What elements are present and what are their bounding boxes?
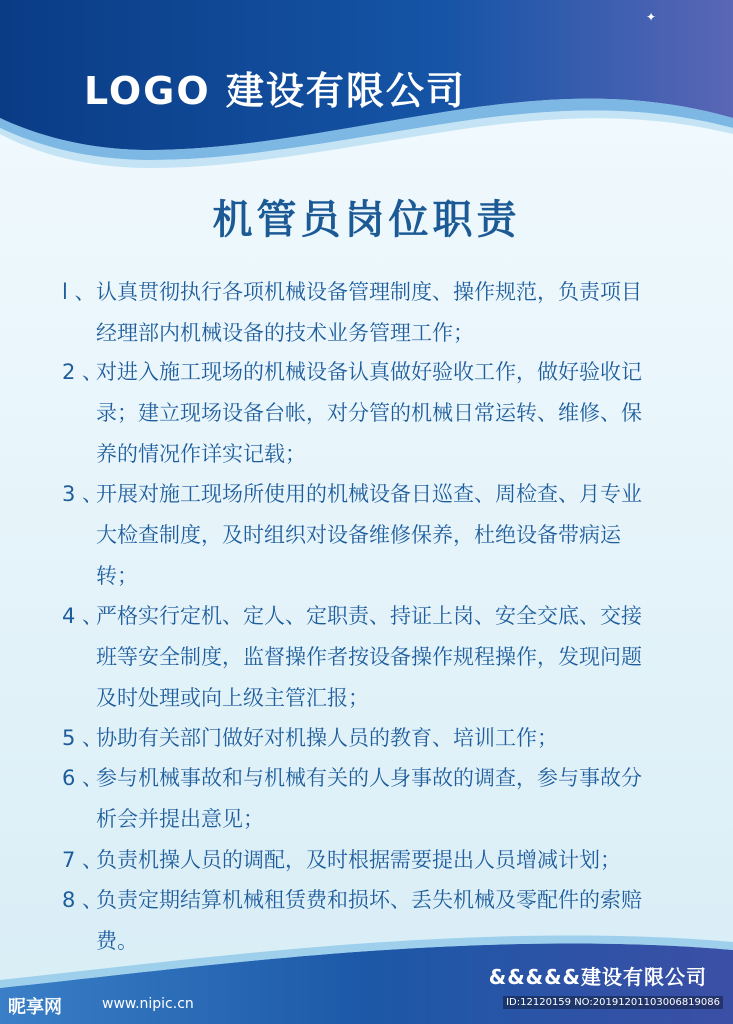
duty-item-number: 8 、	[62, 888, 104, 912]
duty-item-line: 析会并提出意见；	[96, 807, 264, 831]
duty-item-line: 参与机械事故和与机械有关的人身事故的调查，参与事故分	[96, 766, 642, 790]
duty-item	[62, 272, 707, 354]
duty-item-line: 负责机操人员的调配，及时根据需要提出人员增减计划；	[96, 848, 621, 872]
duty-item-line: 费。	[96, 929, 138, 953]
watermark-url: www.nipic.cn	[102, 996, 194, 1012]
duty-item-line: 开展对施工现场所使用的机械设备日巡查、周检查、月专业	[96, 482, 642, 506]
duty-item-number: 2 、	[62, 360, 104, 384]
duty-item-number: 6 、	[62, 766, 104, 790]
duty-item-line: 大检查制度，及时组织对设备维修保养，杜绝设备带病运	[96, 523, 621, 547]
duty-item	[62, 352, 707, 475]
duty-item-line: 班等安全制度，监督操作者按设备操作规程操作，发现问题	[96, 645, 642, 669]
document-title: 机管员岗位职责	[212, 197, 521, 243]
duty-item-line: 及时处理或向上级主管汇报；	[96, 686, 369, 710]
duty-item-line: 录；建立现场设备台帐，对分管的机械日常运转、维修、保	[96, 401, 642, 425]
duty-item-line: 负责定期结算机械租赁费和损坏、丢失机械及零配件的索赔	[96, 888, 642, 912]
duty-item	[62, 474, 707, 597]
header-company-title: LOGO 建设有限公司	[84, 69, 466, 113]
duty-item-text	[62, 596, 707, 719]
duty-item-line: 对进入施工现场的机械设备认真做好验收工作，做好验收记	[96, 360, 642, 384]
duty-item-line: 养的情况作详实记载；	[96, 442, 306, 466]
duty-item-text	[62, 840, 707, 881]
duty-item-number: 5 、	[62, 726, 104, 750]
duty-item-text	[62, 272, 707, 354]
duty-item	[62, 596, 707, 719]
duty-item-number: 7 、	[62, 848, 104, 872]
duty-item-text	[62, 352, 707, 475]
duty-item	[62, 718, 707, 759]
watermark-logo: 昵享网	[8, 997, 62, 1018]
duty-item	[62, 840, 707, 881]
duty-item-text	[62, 880, 707, 962]
duty-item-line: 转；	[96, 564, 138, 588]
duty-item-text	[62, 758, 707, 840]
duty-item-line: 严格实行定机、定人、定职责、持证上岗、安全交底、交接	[96, 604, 642, 628]
duty-item-line: 经理部内机械设备的技术业务管理工作；	[96, 321, 474, 345]
duty-item-number: l 、	[62, 280, 96, 304]
star-sparkle-icon: ✦	[646, 10, 657, 24]
duty-item-line: 认真贯彻执行各项机械设备管理制度、操作规范，负责项目	[96, 280, 642, 304]
duty-item-text	[62, 474, 707, 597]
duty-item-number: 3 、	[62, 482, 104, 506]
watermark-id: ID:12120159 NO:20191201103006819086	[503, 996, 723, 1009]
duty-item-line: 协助有关部门做好对机操人员的教育、培训工作；	[96, 726, 558, 750]
duty-item	[62, 880, 707, 962]
duty-item-number: 4 、	[62, 604, 104, 628]
duty-item	[62, 758, 707, 840]
footer-company-name: &&&&&建设有限公司	[488, 965, 707, 989]
duty-item-text	[62, 718, 707, 759]
